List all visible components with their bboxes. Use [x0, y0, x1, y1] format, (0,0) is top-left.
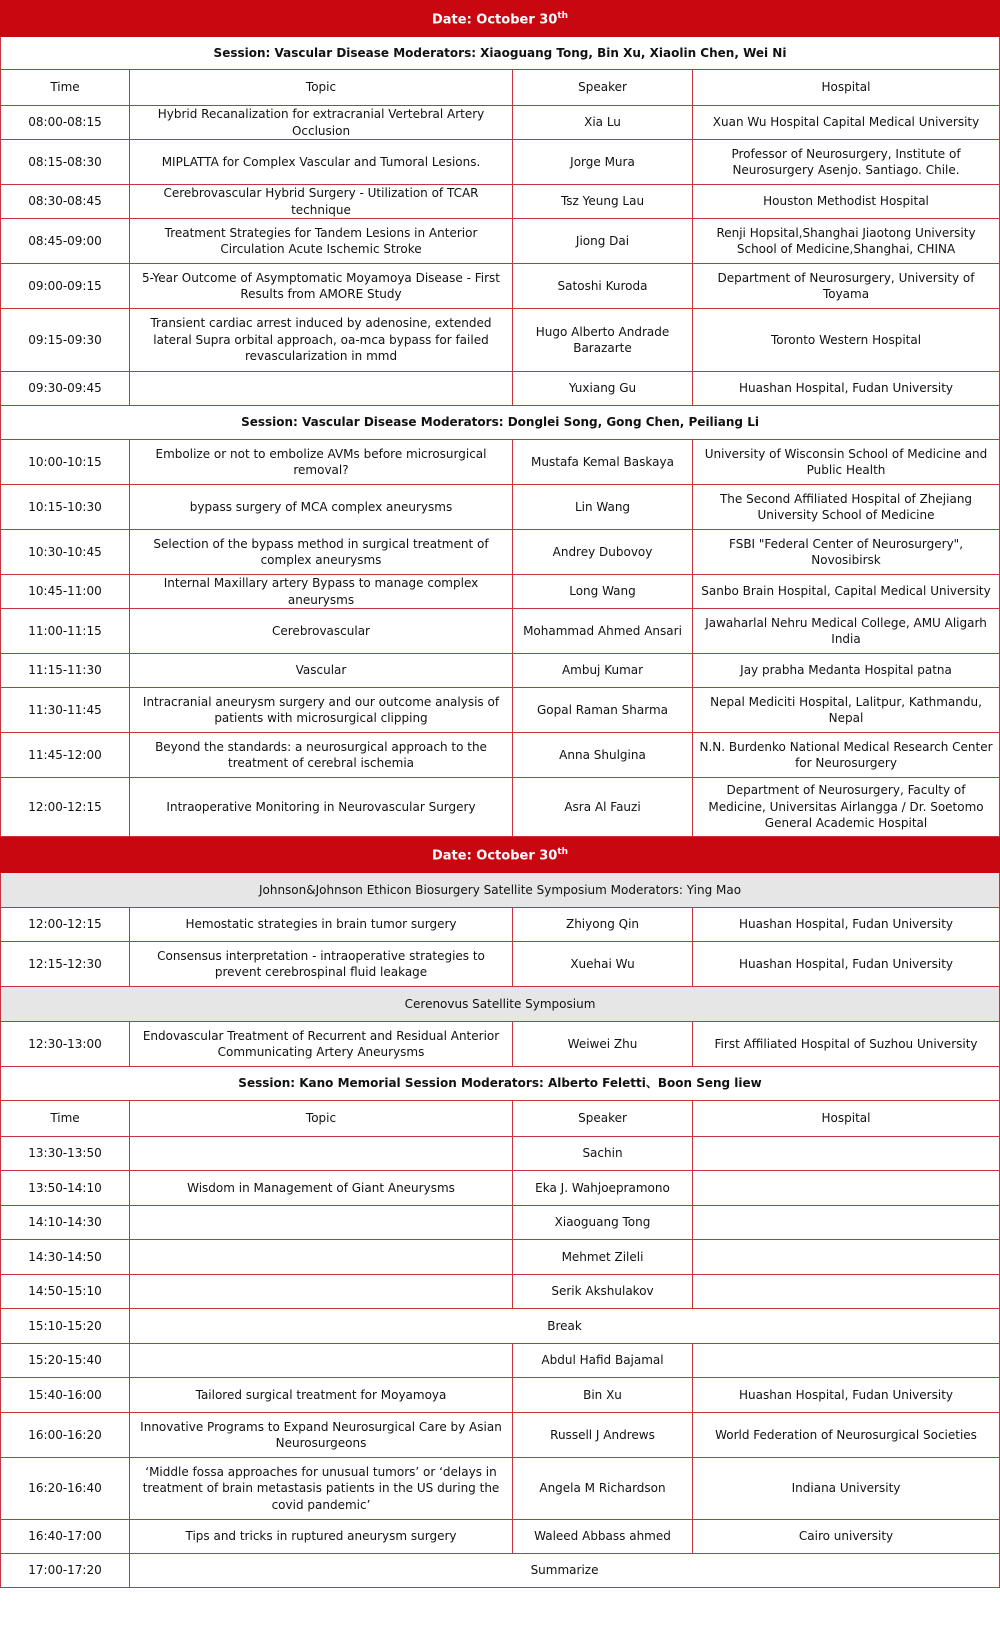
speaker-cell: Waleed Abbass ahmed	[513, 1520, 693, 1554]
time-cell: 11:30-11:45	[1, 688, 130, 733]
time-cell: 13:30-13:50	[1, 1137, 130, 1171]
speaker-cell: Xuehai Wu	[513, 942, 693, 987]
hospital-cell: FSBI "Federal Center of Neurosurgery", Novosibirsk	[693, 530, 1000, 575]
hospital-cell: Department of Neurosurgery, University of Toyama	[693, 264, 1000, 309]
topic-cell	[130, 372, 513, 406]
schedule-row	[1, 440, 1000, 485]
speaker-cell: Bin Xu	[513, 1378, 693, 1413]
satellite-header: Cerenovus Satellite Symposium	[1, 987, 1000, 1022]
time-cell: 16:20-16:40	[1, 1458, 130, 1520]
schedule-row	[1, 1206, 1000, 1240]
speaker-cell: Xiaoguang Tong	[513, 1206, 693, 1240]
date-suffix: th	[557, 11, 569, 22]
topic-header: Topic	[130, 1101, 513, 1137]
hospital-cell	[693, 1206, 1000, 1240]
hospital-cell: Nepal Mediciti Hospital, Lalitpur, Kathmandu, Nepal	[693, 688, 1000, 733]
schedule-row	[1, 609, 1000, 654]
time-cell: 09:00-09:15	[1, 264, 130, 309]
time-cell: 16:40-17:00	[1, 1520, 130, 1554]
session-header-row	[1, 406, 1000, 440]
hospital-cell: Department of Neurosurgery, Faculty of Medicine, Universitas Airlangga / Dr. Soetomo General Academic Hospital	[693, 778, 1000, 837]
hospital-cell: Jay prabha Medanta Hospital patna	[693, 654, 1000, 688]
schedule-row	[1, 942, 1000, 987]
hospital-cell: Houston Methodist Hospital	[693, 185, 1000, 219]
speaker-cell: Lin Wang	[513, 485, 693, 530]
satellite-header-row	[1, 873, 1000, 908]
hospital-cell: Xuan Wu Hospital Capital Medical University	[693, 106, 1000, 140]
schedule-row	[1, 778, 1000, 837]
span-item-row	[1, 1554, 1000, 1588]
topic-cell: Embolize or not to embolize AVMs before microsurgical removal?	[130, 440, 513, 485]
satellite-header-row	[1, 987, 1000, 1022]
time-cell: 16:00-16:20	[1, 1413, 130, 1458]
speaker-cell: Weiwei Zhu	[513, 1022, 693, 1067]
time-cell: 08:30-08:45	[1, 185, 130, 219]
topic-cell: Consensus interpretation - intraoperative strategies to prevent cerebrospinal fluid leakage	[130, 942, 513, 987]
speaker-cell: Sachin	[513, 1137, 693, 1171]
time-cell: 14:10-14:30	[1, 1206, 130, 1240]
time-cell: 10:15-10:30	[1, 485, 130, 530]
hospital-cell	[693, 1171, 1000, 1206]
schedule-row	[1, 485, 1000, 530]
speaker-cell: Mohammad Ahmed Ansari	[513, 609, 693, 654]
schedule-row	[1, 1378, 1000, 1413]
hospital-cell: N.N. Burdenko National Medical Research Center for Neurosurgery	[693, 733, 1000, 778]
hospital-cell: World Federation of Neurosurgical Societies	[693, 1413, 1000, 1458]
hospital-cell: Professor of Neurosurgery, Institute of Neurosurgery Asenjo. Santiago. Chile.	[693, 140, 1000, 185]
topic-cell: bypass surgery of MCA complex aneurysms	[130, 485, 513, 530]
date-label: Date: October 30	[431, 848, 558, 864]
topic-cell: Treatment Strategies for Tandem Lesions in Anterior Circulation Acute Ischemic Stroke	[130, 219, 513, 264]
topic-cell: Internal Maxillary artery Bypass to manage complex aneurysms	[130, 575, 513, 609]
topic-cell: Innovative Programs to Expand Neurosurgical Care by Asian Neurosurgeons	[130, 1413, 513, 1458]
topic-cell: Endovascular Treatment of Recurrent and Residual Anterior Communicating Artery Aneurysms	[130, 1022, 513, 1067]
topic-cell: Vascular	[130, 654, 513, 688]
time-cell: 10:45-11:00	[1, 575, 130, 609]
hospital-cell: Toronto Western Hospital	[693, 309, 1000, 372]
time-cell: 10:00-10:15	[1, 440, 130, 485]
schedule-row	[1, 1137, 1000, 1171]
topic-cell	[130, 1344, 513, 1378]
time-cell: 09:15-09:30	[1, 309, 130, 372]
hospital-cell: First Affiliated Hospital of Suzhou University	[693, 1022, 1000, 1067]
topic-cell: Tailored surgical treatment for Moyamoya	[130, 1378, 513, 1413]
time-cell: 12:00-12:15	[1, 908, 130, 942]
time-cell: 14:30-14:50	[1, 1240, 130, 1275]
speaker-cell: Anna Shulgina	[513, 733, 693, 778]
hospital-cell	[693, 1344, 1000, 1378]
time-cell: 14:50-15:10	[1, 1275, 130, 1309]
speaker-cell: Eka J. Wahjoepramono	[513, 1171, 693, 1206]
speaker-cell: Hugo Alberto Andrade Barazarte	[513, 309, 693, 372]
speaker-cell: Zhiyong Qin	[513, 908, 693, 942]
hospital-cell: Jawaharlal Nehru Medical College, AMU Aligarh India	[693, 609, 1000, 654]
schedule-row	[1, 1520, 1000, 1554]
time-cell: 08:15-08:30	[1, 140, 130, 185]
speaker-cell: Yuxiang Gu	[513, 372, 693, 406]
session-header-row	[1, 1067, 1000, 1101]
topic-cell: Wisdom in Management of Giant Aneurysms	[130, 1171, 513, 1206]
schedule-row	[1, 219, 1000, 264]
schedule-row	[1, 1022, 1000, 1067]
topic-cell: Intracranial aneurysm surgery and our outcome analysis of patients with microsurgical clipping	[130, 688, 513, 733]
speaker-cell: Jiong Dai	[513, 219, 693, 264]
time-cell: 10:30-10:45	[1, 530, 130, 575]
topic-cell	[130, 1137, 513, 1171]
schedule-row	[1, 575, 1000, 609]
schedule-row	[1, 1240, 1000, 1275]
column-header-row	[1, 1101, 1000, 1137]
topic-cell	[130, 1275, 513, 1309]
time-header: Time	[1, 1101, 130, 1137]
hospital-cell	[693, 1240, 1000, 1275]
span-item-row	[1, 1309, 1000, 1344]
schedule-row	[1, 688, 1000, 733]
time-cell: 11:00-11:15	[1, 609, 130, 654]
time-header: Time	[1, 70, 130, 106]
span-label-cell: Summarize	[130, 1554, 1000, 1588]
schedule-row	[1, 140, 1000, 185]
speaker-header: Speaker	[513, 70, 693, 106]
speaker-cell: Abdul Hafid Bajamal	[513, 1344, 693, 1378]
hospital-cell: Huashan Hospital, Fudan University	[693, 942, 1000, 987]
topic-cell: Beyond the standards: a neurosurgical approach to the treatment of cerebral ischemia	[130, 733, 513, 778]
hospital-cell: Huashan Hospital, Fudan University	[693, 908, 1000, 942]
schedule-row	[1, 733, 1000, 778]
hospital-cell: Sanbo Brain Hospital, Capital Medical University	[693, 575, 1000, 609]
time-cell: 09:30-09:45	[1, 372, 130, 406]
hospital-cell: Huashan Hospital, Fudan University	[693, 1378, 1000, 1413]
topic-cell: Cerebrovascular Hybrid Surgery - Utilization of TCAR technique	[130, 185, 513, 219]
speaker-cell: Andrey Dubovoy	[513, 530, 693, 575]
column-header-row	[1, 70, 1000, 106]
speaker-header: Speaker	[513, 1101, 693, 1137]
speaker-cell: Asra Al Fauzi	[513, 778, 693, 837]
speaker-cell: Tsz Yeung Lau	[513, 185, 693, 219]
time-cell: 17:00-17:20	[1, 1554, 130, 1588]
speaker-cell: Long Wang	[513, 575, 693, 609]
topic-cell: Hemostatic strategies in brain tumor surgery	[130, 908, 513, 942]
time-cell: 15:40-16:00	[1, 1378, 130, 1413]
schedule-row	[1, 1275, 1000, 1309]
schedule-row	[1, 106, 1000, 140]
schedule-row	[1, 372, 1000, 406]
topic-cell: Cerebrovascular	[130, 609, 513, 654]
topic-cell: Transient cardiac arrest induced by adenosine, extended lateral Supra orbital approach, oa-mca bypass for failed revascularization in mmd	[130, 309, 513, 372]
speaker-cell: Ambuj Kumar	[513, 654, 693, 688]
schedule-body	[1, 1, 1000, 1588]
time-cell: 08:00-08:15	[1, 106, 130, 140]
speaker-cell: Angela M Richardson	[513, 1458, 693, 1520]
time-cell: 11:15-11:30	[1, 654, 130, 688]
session-header: Session: Vascular Disease Moderators: Xiaoguang Tong, Bin Xu, Xiaolin Chen, Wei Ni	[1, 37, 1000, 70]
schedule-row	[1, 185, 1000, 219]
date-label: Date: October 30	[431, 12, 558, 28]
speaker-cell: Jorge Mura	[513, 140, 693, 185]
session-header: Session: Vascular Disease Moderators: Donglei Song, Gong Chen, Peiliang Li	[1, 406, 1000, 440]
hospital-cell	[693, 1137, 1000, 1171]
hospital-cell: Indiana University	[693, 1458, 1000, 1520]
hospital-cell: Huashan Hospital, Fudan University	[693, 372, 1000, 406]
time-cell: 12:00-12:15	[1, 778, 130, 837]
time-cell: 12:15-12:30	[1, 942, 130, 987]
time-cell: 11:45-12:00	[1, 733, 130, 778]
date-suffix: th	[557, 847, 569, 858]
hospital-cell: University of Wisconsin School of Medicine and Public Health	[693, 440, 1000, 485]
schedule-row	[1, 530, 1000, 575]
topic-cell	[130, 1206, 513, 1240]
speaker-cell: Mustafa Kemal Baskaya	[513, 440, 693, 485]
date-header-row	[1, 1, 1000, 37]
speaker-cell: Russell J Andrews	[513, 1413, 693, 1458]
date-header	[1, 1, 1000, 37]
session-header: Session: Kano Memorial Session Moderators: Alberto Feletti、Boon Seng liew	[1, 1067, 1000, 1101]
date-header-row	[1, 837, 1000, 873]
speaker-cell: Serik Akshulakov	[513, 1275, 693, 1309]
hospital-cell: Cairo university	[693, 1520, 1000, 1554]
schedule-row	[1, 1413, 1000, 1458]
topic-cell: Hybrid Recanalization for extracranial Vertebral Artery Occlusion	[130, 106, 513, 140]
topic-cell: 5-Year Outcome of Asymptomatic Moyamoya Disease - First Results from AMORE Study	[130, 264, 513, 309]
hospital-cell: Renji Hopsital,Shanghai Jiaotong University School of Medicine,Shanghai, CHINA	[693, 219, 1000, 264]
schedule-row	[1, 1171, 1000, 1206]
schedule-row	[1, 654, 1000, 688]
topic-cell: MIPLATTA for Complex Vascular and Tumoral Lesions.	[130, 140, 513, 185]
speaker-cell: Gopal Raman Sharma	[513, 688, 693, 733]
speaker-cell: Satoshi Kuroda	[513, 264, 693, 309]
topic-cell: Selection of the bypass method in surgical treatment of complex aneurysms	[130, 530, 513, 575]
hospital-cell	[693, 1275, 1000, 1309]
time-cell: 13:50-14:10	[1, 1171, 130, 1206]
date-header	[1, 837, 1000, 873]
time-cell: 12:30-13:00	[1, 1022, 130, 1067]
hospital-cell: The Second Affiliated Hospital of Zhejiang University School of Medicine	[693, 485, 1000, 530]
schedule-row	[1, 1458, 1000, 1520]
satellite-header: Johnson&Johnson Ethicon Biosurgery Satellite Symposium Moderators: Ying Mao	[1, 873, 1000, 908]
topic-cell: ‘Middle fossa approaches for unusual tumors’ or ‘delays in treatment of brain metastasis patients in the US during the covid pandemic’	[130, 1458, 513, 1520]
time-cell: 15:20-15:40	[1, 1344, 130, 1378]
topic-cell: Intraoperative Monitoring in Neurovascular Surgery	[130, 778, 513, 837]
schedule-row	[1, 908, 1000, 942]
topic-cell	[130, 1240, 513, 1275]
span-label-cell: Break	[130, 1309, 1000, 1344]
hospital-header: Hospital	[693, 1101, 1000, 1137]
schedule-row	[1, 1344, 1000, 1378]
session-header-row	[1, 37, 1000, 70]
hospital-header: Hospital	[693, 70, 1000, 106]
time-cell: 15:10-15:20	[1, 1309, 130, 1344]
schedule-row	[1, 309, 1000, 372]
speaker-cell: Xia Lu	[513, 106, 693, 140]
schedule-row	[1, 264, 1000, 309]
topic-cell: Tips and tricks in ruptured aneurysm surgery	[130, 1520, 513, 1554]
time-cell: 08:45-09:00	[1, 219, 130, 264]
speaker-cell: Mehmet Zileli	[513, 1240, 693, 1275]
topic-header: Topic	[130, 70, 513, 106]
